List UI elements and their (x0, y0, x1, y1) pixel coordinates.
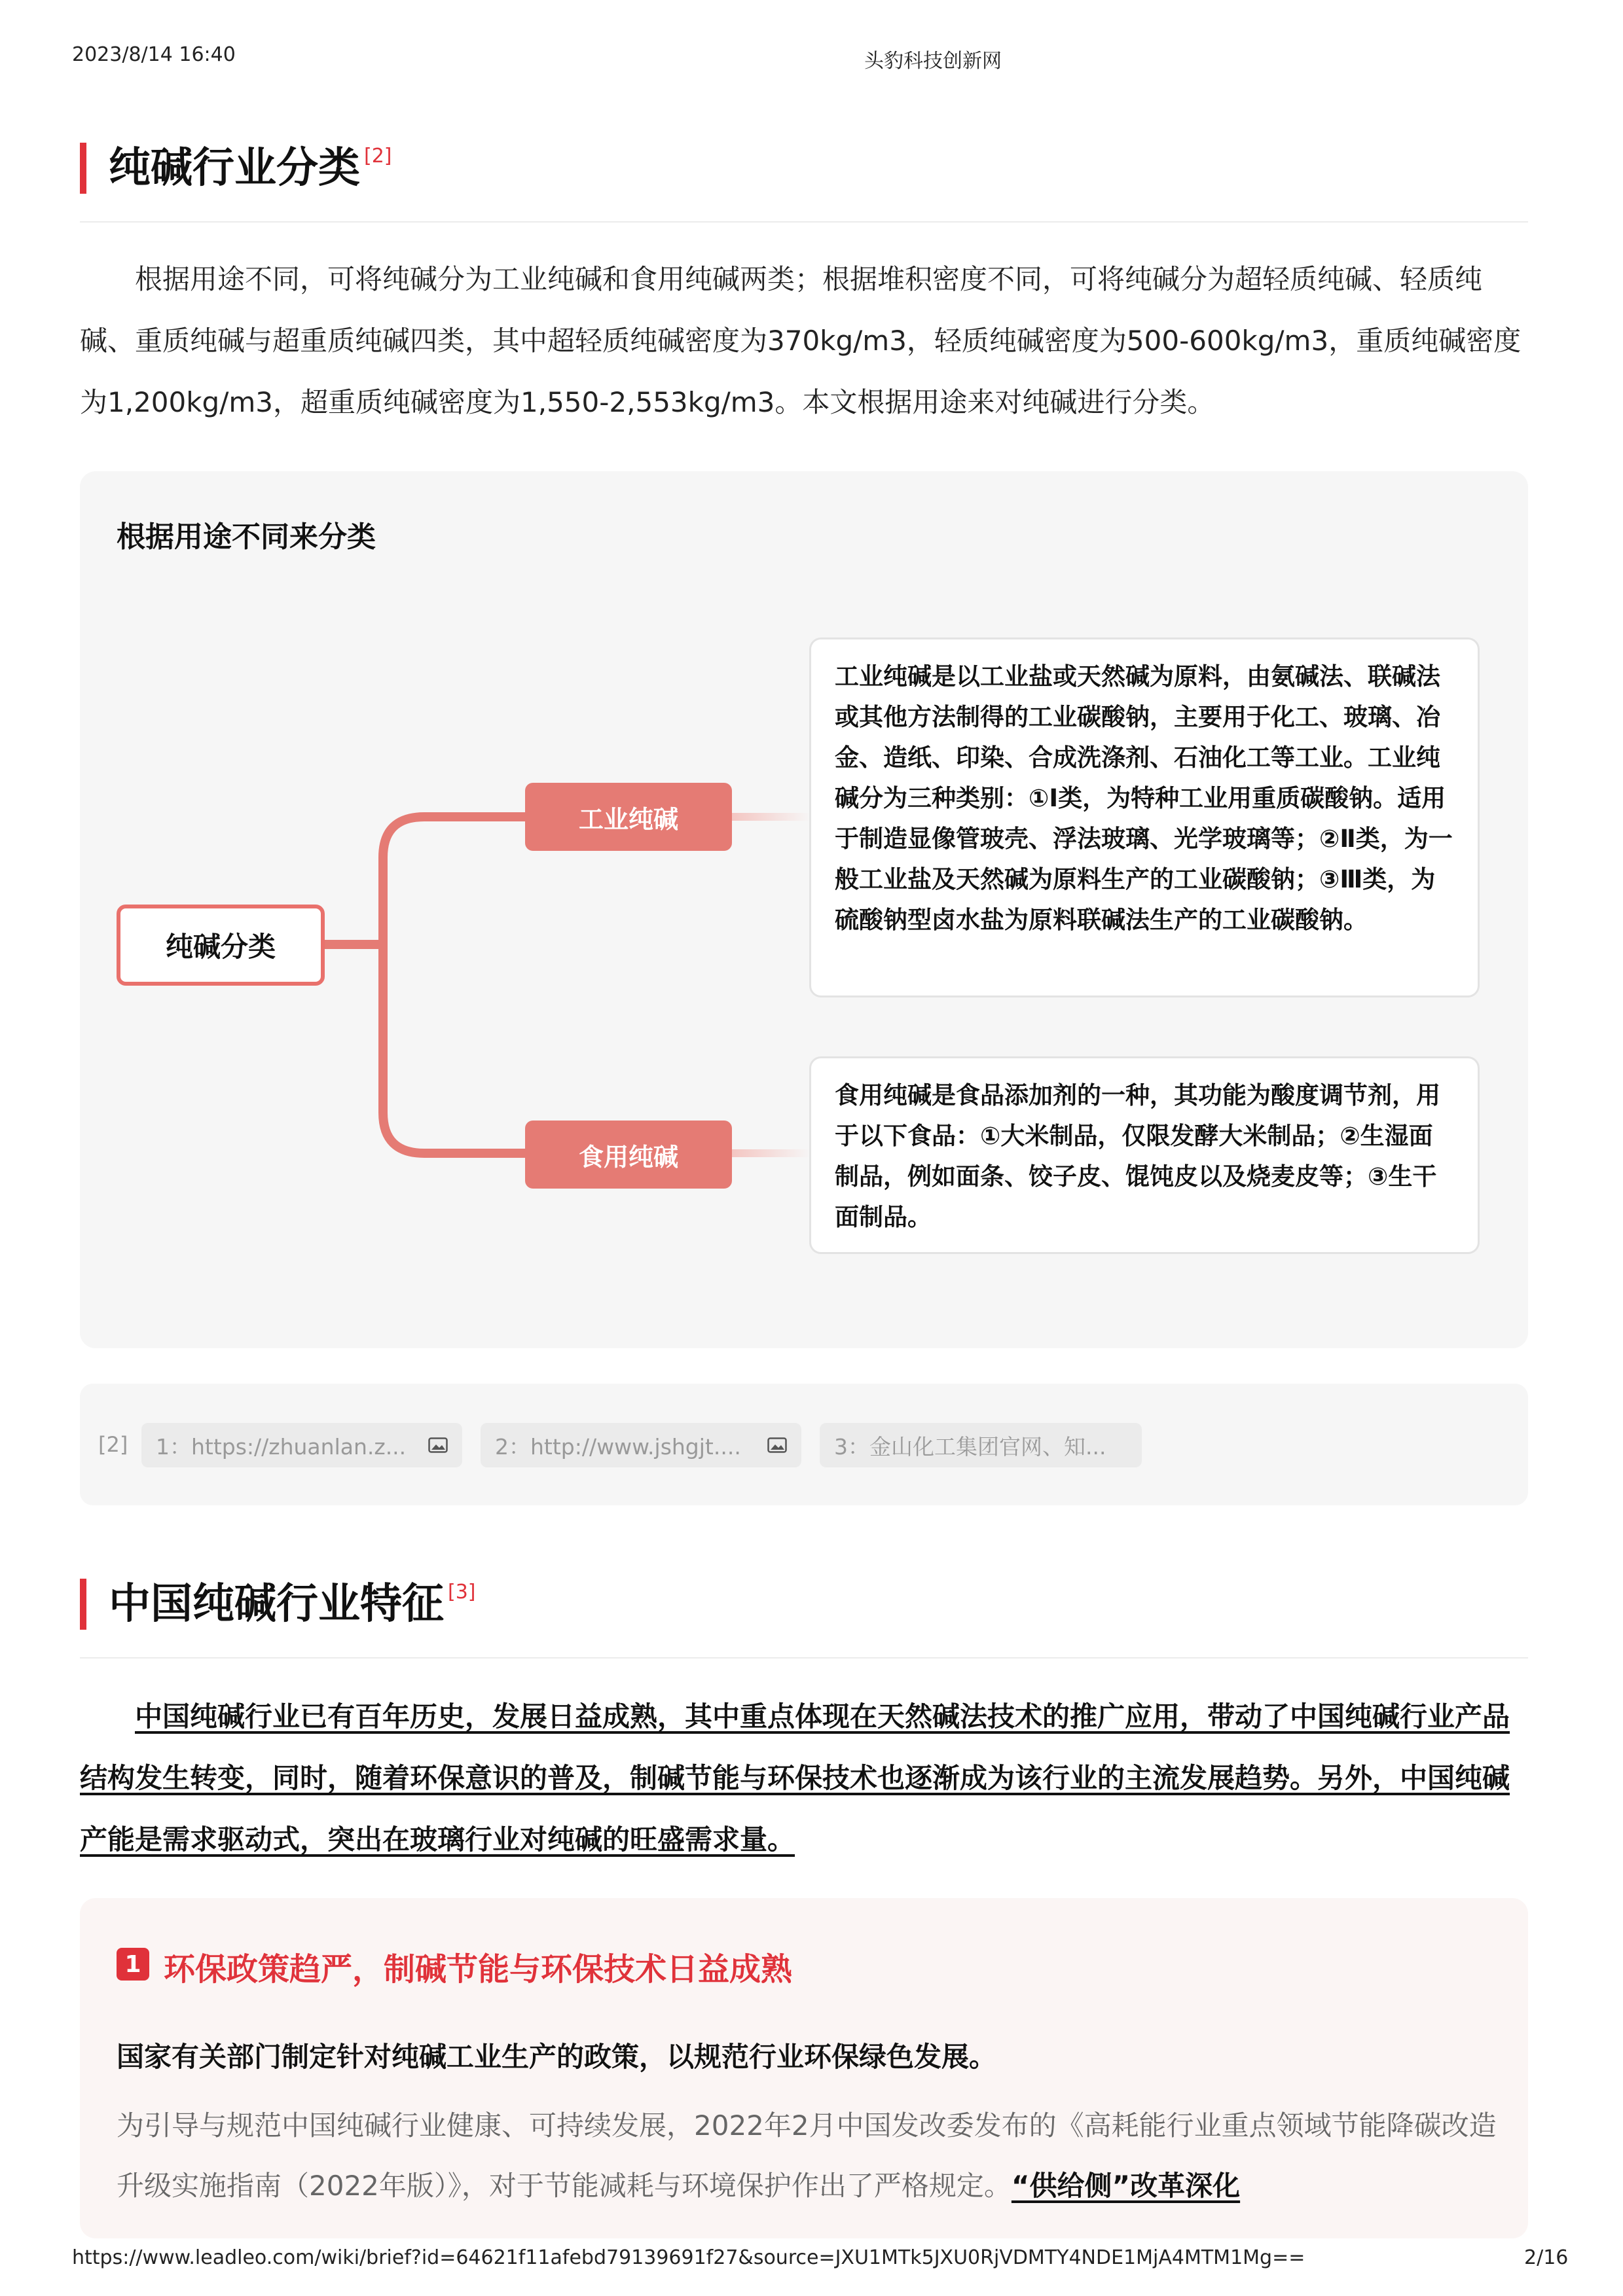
divider (80, 221, 1528, 223)
header-datetime: 2023/8/14 16:40 (72, 43, 236, 66)
mindmap-root-node: 纯碱分类 (117, 905, 325, 986)
footer-url: https://www.leadleo.com/wiki/brief?id=64621f11afebd79139691f27&source=JXU1MTk5JXU0RjVDMTY4NDE1MjA4MTM1Mg== (72, 2246, 1305, 2269)
section-ref-link[interactable]: [3] (448, 1581, 476, 1604)
reference-chip-1[interactable]: 1：https://zhuanlan.z... (141, 1423, 462, 1467)
divider (80, 1657, 1528, 1659)
image-icon (767, 1437, 787, 1453)
reference-index: [2] (98, 1432, 128, 1457)
subsection-body-link[interactable]: “供给侧”改革深化 (1011, 2170, 1241, 2202)
reference-chip-3[interactable]: 3：金山化工集团官网、知... (820, 1423, 1142, 1467)
section-marker (80, 143, 86, 194)
reference-chip-2[interactable]: 2：http://www.jshgjt.... (481, 1423, 801, 1467)
subsection-body: 为引导与规范中国纯碱行业健康、可持续发展，2022年2月中国发改委发布的《高耗能行业重点领域节能降碳改造升级实施指南（2022年版）》，对于节能减耗与环境保护作出了严格规定。“供给侧”改革深化 (117, 2109, 1497, 2202)
section-paragraph: 根据用途不同，可将纯碱分为工业纯碱和食用纯碱两类；根据堆积密度不同，可将纯碱分为超轻质纯碱、轻质纯碱、重质纯碱与超重质纯碱四类，其中超轻质纯碱密度为370kg/m3，轻质纯碱密度为500-600kg/m3，重质纯碱密度为1,200kg/m3，超重质纯碱密度为1,550-2,553kg/m3。本文根据用途来对纯碱进行分类。 (80, 263, 1522, 418)
subsection-number-badge: 1 (117, 1948, 149, 1981)
mindmap-title: 根据用途不同来分类 (117, 520, 376, 554)
footer-page-number: 2/16 (1524, 2246, 1569, 2269)
section-paragraph-highlight: 中国纯碱行业已有百年历史，发展日益成熟，其中重点体现在天然碱法技术的推广应用，带动了中国纯碱行业产品结构发生转变，同时，随着环保意识的普及，制碱节能与环保技术也逐渐成为该行业的主流发展趋势。另外，中国纯碱产能是需求驱动式，突出在玻璃行业对纯碱的旺盛需求量。 (80, 1700, 1510, 1856)
header-site-name: 头豹科技创新网 (864, 50, 1002, 73)
mindmap-leaf-industrial: 工业纯碱是以工业盐或天然碱为原料，由氨碱法、联碱法或其他方法制得的工业碳酸钠，主要用于化工、玻璃、冶金、造纸、印染、合成洗涤剂、石油化工等工业。工业纯碱分为三种类别：①Ⅰ类，为特种工业用重质碳酸钠。适用于制造显像管玻壳、浮法玻璃、光学玻璃等；②Ⅱ类，为一般工业盐及天然碱为原料生产的工业碳酸钠；③Ⅲ类，为硫酸钠型卤水盐为原料联碱法生产的工业碳酸钠。 (809, 637, 1480, 997)
mindmap-leaf-food: 食用纯碱是食品添加剂的一种，其功能为酸度调节剂，用于以下食品：①大米制品，仅限发酵大米制品；②生湿面制品，例如面条、饺子皮、馄饨皮以及烧麦皮等；③生干面制品。 (809, 1056, 1480, 1254)
section-title-classification: 纯碱行业分类 [2] (109, 144, 392, 192)
mindmap-branch-industrial: 工业纯碱 (525, 783, 732, 851)
section-marker (80, 1579, 86, 1630)
subsection-lead: 国家有关部门制定针对纯碱工业生产的政策，以规范行业环保绿色发展。 (117, 2041, 997, 2073)
image-icon (428, 1437, 448, 1453)
section-ref-link[interactable]: [2] (364, 145, 392, 168)
mindmap-branch-food: 食用纯碱 (525, 1121, 732, 1189)
subsection-title: 环保政策趋严，制碱节能与环保技术日益成熟 (164, 1951, 793, 1988)
section-title-characteristics: 中国纯碱行业特征 [3] (109, 1580, 476, 1628)
